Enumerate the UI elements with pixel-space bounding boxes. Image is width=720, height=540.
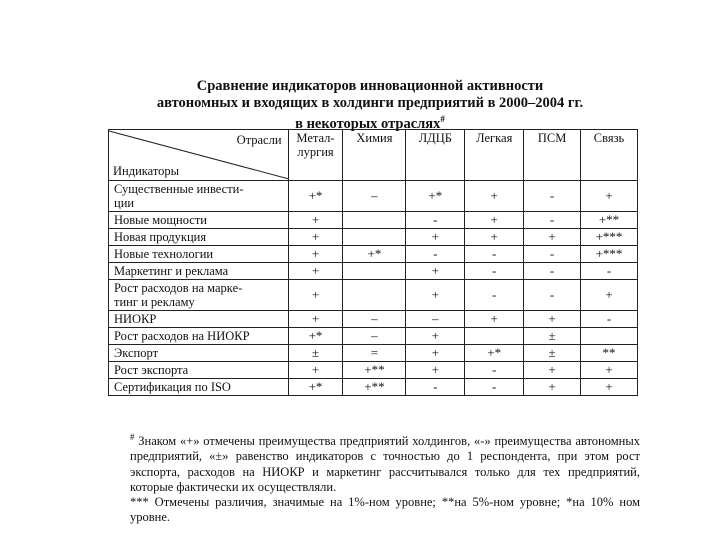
footnote-2: *** Отмечены различия, значимые на 1%-ном уровне; **на 5%-ном уровне; *на 10% ном уровне. — [130, 494, 640, 525]
value-cell: – — [343, 311, 406, 328]
value-cell — [343, 263, 406, 280]
corner-label-indicators: Индикаторы — [113, 164, 180, 178]
value-cell: + — [581, 280, 638, 311]
value-cell: - — [524, 181, 581, 212]
value-cell: - — [581, 311, 638, 328]
value-cell: + — [406, 345, 465, 362]
value-cell: +** — [343, 379, 406, 396]
indicator-label: Новые мощности — [109, 212, 289, 229]
value-cell: +* — [343, 246, 406, 263]
footnote-1 — [130, 430, 640, 495]
value-cell: - — [524, 246, 581, 263]
value-cell: +** — [581, 212, 638, 229]
value-cell: - — [465, 362, 524, 379]
value-cell: + — [288, 212, 343, 229]
table-row — [109, 280, 638, 311]
indicator-label: Сертификация по ISO — [109, 379, 289, 396]
value-cell — [465, 328, 524, 345]
indicator-label: Существенные инвести- ции — [109, 181, 289, 212]
value-cell: ± — [524, 328, 581, 345]
table-row — [109, 229, 638, 246]
value-cell: + — [465, 181, 524, 212]
column-header: Химия — [343, 130, 406, 181]
title-line-3-text: в некоторых отраслях — [295, 115, 441, 132]
value-cell: – — [343, 328, 406, 345]
value-cell: + — [524, 379, 581, 396]
footnotes — [130, 430, 640, 525]
indicator-label: Рост экспорта — [109, 362, 289, 379]
value-cell — [343, 212, 406, 229]
value-cell: - — [524, 263, 581, 280]
table-row — [109, 379, 638, 396]
value-cell: +* — [288, 379, 343, 396]
value-cell: + — [288, 246, 343, 263]
indicator-label: Экспорт — [109, 345, 289, 362]
value-cell: +*** — [581, 246, 638, 263]
value-cell: + — [581, 181, 638, 212]
value-cell: + — [288, 229, 343, 246]
value-cell: + — [524, 311, 581, 328]
indicators-table — [108, 129, 638, 396]
value-cell: +* — [465, 345, 524, 362]
value-cell: ± — [524, 345, 581, 362]
value-cell: + — [288, 263, 343, 280]
title-line-2: автономных и входящих в холдинги предприятий в 2000–2004 гг. — [156, 95, 584, 111]
column-header: ПСМ — [524, 130, 581, 181]
column-header: Метал- лургия — [288, 130, 343, 181]
table-row — [109, 345, 638, 362]
value-cell — [343, 229, 406, 246]
value-cell: – — [343, 181, 406, 212]
column-header: ЛДЦБ — [406, 130, 465, 181]
value-cell: - — [406, 246, 465, 263]
title-footnote-mark: # — [440, 114, 445, 124]
footnote-1-text: Знаком «+» отмечены преимущества предприятий холдингов, «-» преимущества автономных предприятий, «±» равенство индикаторов с точностью до 1 респондента, при этом рост экспорта, расходов на НИОКР и маркетинг рассчитывался только для тех предприятий, которые фактически их осуществляли. — [130, 434, 640, 494]
value-cell: +*** — [581, 229, 638, 246]
indicator-label: Маркетинг и реклама — [109, 263, 289, 280]
value-cell: + — [406, 362, 465, 379]
value-cell: - — [465, 379, 524, 396]
value-cell: + — [406, 328, 465, 345]
table-row — [109, 362, 638, 379]
value-cell: + — [465, 212, 524, 229]
value-cell: - — [524, 212, 581, 229]
value-cell: ** — [581, 345, 638, 362]
value-cell: +* — [288, 181, 343, 212]
indicator-label: Рост расходов на марке- тинг и рекламу — [109, 280, 289, 311]
value-cell: – — [406, 311, 465, 328]
value-cell — [581, 328, 638, 345]
indicator-label: НИОКР — [109, 311, 289, 328]
indicator-label: Рост расходов на НИОКР — [109, 328, 289, 345]
value-cell: +* — [288, 328, 343, 345]
value-cell: + — [465, 311, 524, 328]
title-line-1: Сравнение индикаторов инновационной активности — [196, 78, 544, 94]
indicator-label: Новые технологии — [109, 246, 289, 263]
value-cell: - — [524, 280, 581, 311]
corner-label-industries: Отрасли — [236, 133, 282, 147]
column-header: Легкая — [465, 130, 524, 181]
value-cell: - — [581, 263, 638, 280]
value-cell: + — [288, 280, 343, 311]
value-cell: + — [524, 229, 581, 246]
value-cell: + — [406, 280, 465, 311]
value-cell: + — [406, 263, 465, 280]
table-row — [109, 311, 638, 328]
value-cell: + — [581, 379, 638, 396]
footnote-mark: # — [130, 432, 135, 442]
value-cell: - — [465, 246, 524, 263]
table-row — [109, 181, 638, 212]
value-cell: = — [343, 345, 406, 362]
value-cell: - — [465, 263, 524, 280]
table-row — [109, 328, 638, 345]
table-row — [109, 246, 638, 263]
value-cell: + — [581, 362, 638, 379]
value-cell: + — [465, 229, 524, 246]
table-body — [109, 130, 638, 396]
value-cell: + — [406, 229, 465, 246]
indicator-label: Новая продукция — [109, 229, 289, 246]
value-cell: - — [406, 379, 465, 396]
value-cell: - — [465, 280, 524, 311]
table-row — [109, 263, 638, 280]
value-cell: +* — [406, 181, 465, 212]
table-header-row — [109, 130, 638, 181]
table-row — [109, 212, 638, 229]
value-cell: - — [406, 212, 465, 229]
column-header: Связь — [581, 130, 638, 181]
value-cell — [343, 280, 406, 311]
value-cell: + — [524, 362, 581, 379]
corner-cell — [109, 130, 289, 181]
value-cell: +** — [343, 362, 406, 379]
value-cell: + — [288, 362, 343, 379]
value-cell: + — [288, 311, 343, 328]
value-cell: ± — [288, 345, 343, 362]
